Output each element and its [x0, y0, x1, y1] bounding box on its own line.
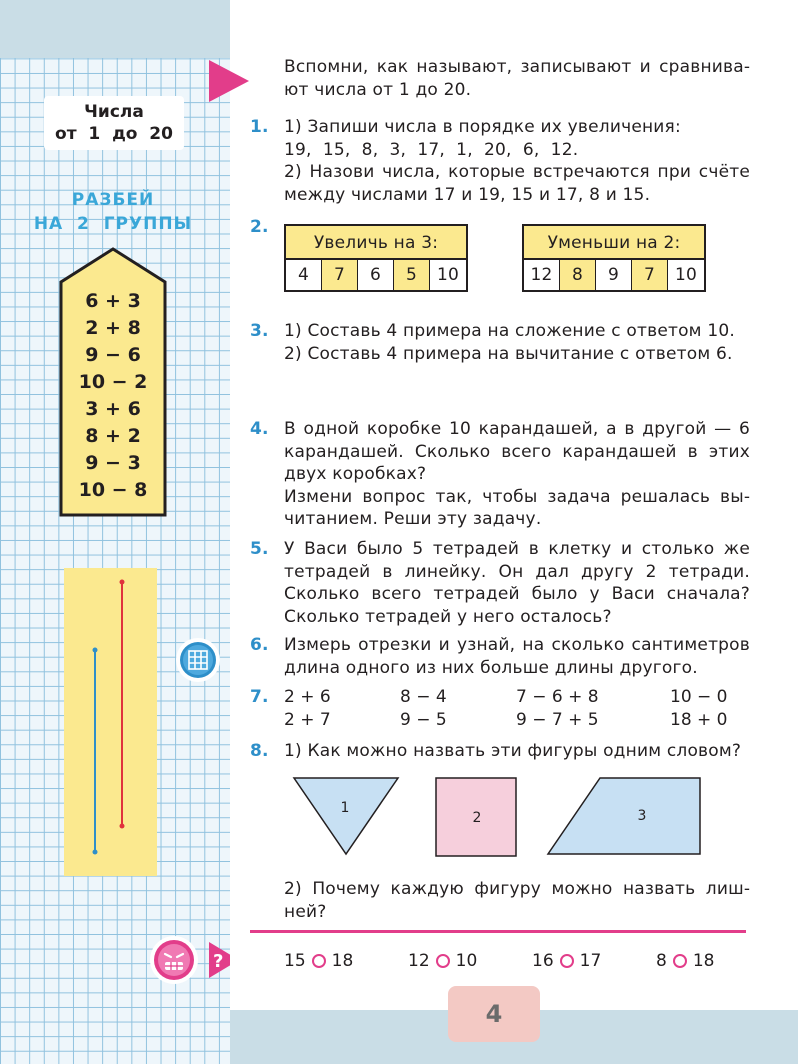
strip-cell: 4 — [286, 260, 322, 290]
task-body — [284, 538, 750, 628]
task-1 — [250, 116, 750, 208]
task-5 — [250, 538, 750, 628]
task-number: 5. — [250, 539, 269, 559]
expression: 10 − 0 — [670, 687, 728, 707]
task-8-part-2 — [250, 878, 750, 924]
task-1-numbers: 19, 15, 8, 3, 17, 1, 20, 6, 12. — [284, 139, 579, 160]
sidebar-top-gap — [0, 0, 230, 58]
task-1-line-1: 1) Запиши числа в порядке их увеличения: — [284, 117, 681, 137]
grid-icon — [176, 638, 220, 682]
task-1-line-2: 2) Назови числа, которые встречаются при счёте между числами 17 и 19, 15 и 17, 8 и 15. — [284, 162, 750, 205]
task-7-expressions — [284, 686, 754, 731]
group-title — [28, 188, 198, 236]
decrease-strip — [522, 258, 706, 292]
topic-line-2: от 1 до 20 — [55, 124, 173, 144]
task-6 — [250, 634, 750, 680]
expression-item: 10 − 8 — [78, 479, 148, 501]
compare-b: 17 — [579, 951, 602, 971]
expression: 2 + 6 — [284, 687, 331, 707]
task-body — [284, 634, 750, 679]
compare-a: 15 — [284, 951, 306, 971]
task-body — [284, 320, 750, 365]
strip-cell: 8 — [560, 260, 596, 290]
expression-item: 6 + 3 — [85, 290, 141, 312]
compare-a: 12 — [408, 951, 430, 971]
compare-b: 18 — [331, 951, 354, 971]
page-number: 4 — [448, 986, 540, 1042]
expression: 7 − 6 + 8 — [516, 687, 599, 707]
topic-box — [44, 96, 184, 150]
task-number: 7. — [250, 687, 269, 707]
task-4-line-1: В одной коробке 10 карандашей, а в другой — 6 карандашей. Сколько всего карандашей в этих двух коробках? — [284, 419, 750, 484]
sidebar-grid — [0, 0, 230, 1064]
task-3 — [250, 320, 750, 410]
task-8-line-1: 1) Как можно назвать эти фигуры одним словом? — [284, 741, 742, 761]
shape-label: 2 — [472, 810, 482, 826]
compare-item — [532, 948, 656, 974]
compare-b: 18 — [692, 951, 715, 971]
decrease-label: Уменьши на 2: — [522, 224, 706, 260]
divider — [250, 930, 746, 933]
compare-item — [408, 948, 532, 974]
trapezoid-shape — [548, 778, 700, 854]
topic-line-1: Числа — [84, 102, 144, 122]
expression-item: 9 − 6 — [85, 344, 141, 366]
task-8 — [250, 740, 750, 764]
group-title-line-2: НА 2 ГРУППЫ — [33, 214, 193, 234]
task-2 — [250, 216, 750, 306]
expression-item: 10 − 2 — [78, 371, 148, 393]
strip-cell: 6 — [358, 260, 394, 290]
expression: 2 + 7 — [284, 709, 331, 730]
task-number: 8. — [250, 741, 269, 761]
shapes-figure — [286, 770, 738, 860]
expression-list — [62, 288, 164, 504]
intro-text: Вспомни, как называют, записывают и сравнивают числа от 1 до 20. — [284, 57, 750, 100]
task-body — [284, 116, 750, 206]
segments-card — [64, 568, 157, 876]
compare-item — [284, 948, 408, 974]
task-3-line-1: 1) Составь 4 примера на сложение с ответом 10. — [284, 321, 735, 341]
strip-cell: 9 — [596, 260, 632, 290]
shape-label: 1 — [340, 800, 350, 816]
task-number: 6. — [250, 635, 269, 655]
expression-row — [284, 686, 754, 709]
task-body — [284, 418, 750, 531]
compare-circle-icon — [560, 954, 574, 968]
compare-a: 8 — [656, 951, 667, 971]
expression-item: 9 − 3 — [85, 452, 141, 474]
task-4 — [250, 418, 750, 530]
strip-cell: 5 — [394, 260, 430, 290]
increase-strip — [284, 258, 468, 292]
task-8-line-2: 2) Почему каждую фигуру можно назвать лишней? — [284, 879, 750, 922]
expression: 8 − 4 — [400, 687, 447, 707]
strip-cell: 10 — [668, 260, 704, 290]
task-number: 2. — [250, 217, 269, 237]
compare-row — [284, 948, 744, 974]
compare-circle-icon — [312, 954, 326, 968]
expression-row — [284, 709, 754, 732]
task-body — [284, 878, 750, 923]
expression-item: 8 + 2 — [85, 425, 141, 447]
task-number: 1. — [250, 117, 269, 137]
pointer-arrow-icon — [207, 58, 251, 104]
expression: 18 + 0 — [670, 709, 728, 730]
task-number: 3. — [250, 321, 269, 341]
compare-b: 10 — [455, 951, 478, 971]
expression-item: 2 + 8 — [85, 317, 141, 339]
compare-circle-icon — [436, 954, 450, 968]
expression-item: 3 + 6 — [85, 398, 141, 420]
expression: 9 − 7 + 5 — [516, 709, 599, 730]
triangle-shape — [294, 778, 398, 854]
group-title-line-1: РАЗБЕЙ — [71, 190, 155, 210]
task-6-line-1: Измерь отрезки и узнай, на сколько сантиметров длина одного из них больше длины другого. — [284, 635, 750, 678]
compare-circle-icon — [673, 954, 687, 968]
svg-text:?: ? — [213, 951, 224, 972]
strip-cell: 7 — [632, 260, 668, 290]
task-body — [284, 740, 750, 763]
compare-a: 16 — [532, 951, 554, 971]
increase-label: Увеличь на 3: — [284, 224, 468, 260]
smiley-icon — [150, 936, 198, 984]
compare-item — [656, 948, 714, 974]
task-4-line-2: Измени вопрос так, чтобы задача решалась вычитанием. Реши эту задачу. — [284, 486, 750, 529]
strip-cell: 10 — [430, 260, 466, 290]
segments-drawing — [64, 568, 157, 876]
task-3-line-2: 2) Составь 4 примера на вычитание с ответом 6. — [284, 343, 733, 364]
strip-cell: 7 — [322, 260, 358, 290]
shape-label: 3 — [637, 808, 647, 824]
expression: 9 − 5 — [400, 709, 447, 730]
task-5-line-1: У Васи было 5 тетрадей в клетку и столько же тетрадей в линейку. Он дал другу 2 тетради. Сколько всего тетрадей было у Васи сначала? Сколько тетрадей у него осталось? — [284, 539, 750, 627]
task-number: 4. — [250, 419, 269, 439]
strip-cell: 12 — [524, 260, 560, 290]
